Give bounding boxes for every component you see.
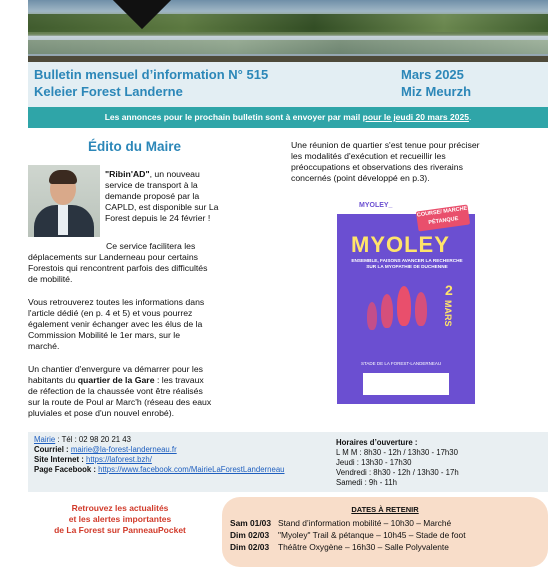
- ribinad-name: "Ribin'AD": [105, 169, 150, 179]
- poster-brand: MYOLEY_: [359, 202, 393, 209]
- dates-title: DATES À RETENIR: [351, 505, 419, 514]
- poster-title: MYOLEY: [351, 232, 450, 257]
- edito-p2-line-2: Forestois qui rencontrent parfois des difficultés: [28, 262, 208, 273]
- edito-p2-line-1: déplacements sur Landerneau pour certains: [28, 251, 198, 262]
- notice-deadline: pour le jeudi 20 mars 2025: [362, 112, 469, 122]
- poster-subtitle: ENSEMBLE, FAISONS AVANCER LA RECHERCHE SUR LA MYOPATHIE DE DUCHENNE: [351, 258, 463, 269]
- portrait-shirt: [58, 205, 68, 235]
- edito-p1-line-3: CAPLD, est disponible sur La: [105, 201, 219, 212]
- poster-schedule-box: [363, 373, 449, 395]
- facebook-label: Page Facebook :: [34, 465, 99, 474]
- notice-mail-link[interactable]: mail: [343, 112, 361, 122]
- poster-day: 2: [445, 282, 453, 298]
- notice-text: Les annonces pour le prochain bulletin sont à envoyer par: [104, 112, 341, 122]
- contact-phone: [34, 435, 131, 445]
- bulletin-subtitle: Keleier Forest Landerne: [34, 84, 183, 99]
- contact-email: [34, 445, 177, 455]
- edito-p4-line-2: de réfection de la chaussée vont être réalisés: [28, 385, 203, 396]
- right-line-1: les modalités d'exécution et recueillir les: [291, 150, 446, 161]
- hours-title-text: Horaires d’ouverture :: [336, 438, 418, 447]
- contact-box: [28, 432, 548, 492]
- edito-p2-line-0: Ce service facilitera les: [106, 241, 196, 251]
- edito-p2-line-3: de mobilité.: [28, 273, 73, 284]
- portrait-hair: [49, 170, 77, 184]
- edito-p3-line-0: Vous retrouverez toutes les informations dans: [28, 297, 205, 307]
- poster-event-tag: COURSE/ MARCHE PÉTANQUE: [416, 204, 470, 231]
- edito-p3-line-2: également venir échanger avec les élus de la: [28, 318, 203, 329]
- phone-text: : Tél : 02 98 20 21 43: [55, 435, 131, 444]
- runner-figure: [367, 302, 377, 330]
- mayor-portrait: [28, 165, 100, 237]
- edito-p3-line-3: Commission Mobilité le 1er mars, sur le: [28, 329, 181, 340]
- date-text: Théâtre Oxygène – 16h30 – Salle Polyvalente: [278, 542, 449, 552]
- edito-p4-line-4: pluviales et pose d'un nouvel enrobé).: [28, 407, 175, 418]
- promo-line-1: et les alertes importantes: [68, 514, 172, 524]
- runner-figure: [415, 292, 427, 326]
- date-row: [230, 542, 449, 552]
- right-line-2: préoccupations et observations des riverains: [291, 161, 463, 172]
- edito-paragraph-1: [105, 169, 257, 224]
- dates-box: [222, 497, 548, 567]
- poster-place: STADE DE LA FOREST-LANDERNEAU: [361, 361, 442, 366]
- edito-p1-line-1: service de transport à la: [105, 179, 198, 190]
- right-paragraph: [291, 140, 530, 184]
- edito-p3-line-1: l'article dédié (en p. 4 et 5) et vous pourrez: [28, 307, 193, 318]
- hours-line: Jeudi : 13h30 - 17h30: [336, 458, 412, 467]
- edito-paragraph-3: [28, 297, 257, 352]
- edito-p1-line-2: demande proposé par la: [105, 190, 200, 201]
- email-link[interactable]: mairie@la-forest-landerneau.fr: [70, 445, 177, 454]
- edito-p4-a: habitants du: [28, 374, 78, 385]
- photo-trees: [28, 14, 548, 32]
- right-line-0: Une réunion de quartier s'est tenue pour préciser: [291, 140, 480, 150]
- poster-month: MARS: [443, 300, 453, 327]
- runner-figure: [397, 286, 411, 326]
- hours-line: Vendredi : 8h30 - 12h / 13h30 - 17h: [336, 468, 459, 477]
- edito-p4-b: : les travaux: [154, 374, 204, 385]
- site-label: Site Internet :: [34, 455, 86, 464]
- runner-figure: [381, 294, 393, 328]
- date-text: "Myoley" Trail & pétanque – 10h45 – Stade de foot: [278, 530, 466, 540]
- promo-line-2: de La Forest sur PanneauPocket: [54, 525, 186, 535]
- edito-p3-line-4: marché.: [28, 340, 60, 351]
- myoley-poster: [337, 198, 475, 430]
- date-row: [230, 518, 451, 528]
- site-link[interactable]: https://laforest.bzh/: [86, 455, 152, 464]
- panneaupocket-promo: [40, 503, 200, 536]
- email-label: Courriel :: [34, 445, 71, 454]
- promo-line-0: Retrouvez les actualités: [71, 503, 169, 513]
- bulletin-title: Bulletin mensuel d’information N° 515: [34, 67, 269, 82]
- contact-facebook: [34, 465, 285, 475]
- issue-month: Mars 2025: [401, 67, 464, 82]
- date-row: [230, 530, 466, 540]
- submission-notice: [28, 107, 548, 128]
- hours-line: L M M : 8h30 - 12h / 13h30 - 17h30: [336, 448, 458, 457]
- hours-line: Samedi : 9h - 11h: [336, 478, 397, 487]
- issue-month-breton: Miz Meurzh: [401, 84, 472, 99]
- edito-p1-line-0: , un nouveau: [149, 169, 200, 179]
- edito-heading: Édito du Maire: [88, 139, 182, 154]
- right-line-3: concernés (point développé en p.3).: [291, 172, 430, 183]
- date-day: Dim 02/03: [230, 542, 270, 552]
- edito-p1-line-4: Forest depuis le 24 février !: [105, 212, 211, 223]
- contact-site: [34, 455, 152, 465]
- quartier-gare: quartier de la Gare: [77, 374, 155, 385]
- edito-p4-line-0: Un chantier d'envergure va démarrer pour les: [28, 364, 204, 374]
- header-photo: [28, 0, 548, 62]
- notice-end: .: [468, 112, 472, 122]
- title-band: [28, 62, 548, 107]
- date-day: Dim 02/03: [230, 530, 270, 540]
- hours-title: [336, 438, 417, 448]
- photo-reflection: [28, 40, 548, 54]
- date-text: Stand d’information mobilité – 10h30 – Marché: [278, 518, 452, 528]
- date-day: Sam 01/03: [230, 518, 271, 528]
- edito-p4-line-3: sur la route de Poul ar Marc'h (réseau des eaux: [28, 396, 212, 407]
- poster-sponsors: [337, 404, 475, 430]
- mairie-link[interactable]: Mairie: [34, 435, 56, 444]
- edito-paragraph-4: [28, 364, 257, 419]
- edito-paragraph-2: [28, 241, 257, 285]
- facebook-link[interactable]: https://www.facebook.com/MairieLaForestLanderneau: [98, 465, 285, 474]
